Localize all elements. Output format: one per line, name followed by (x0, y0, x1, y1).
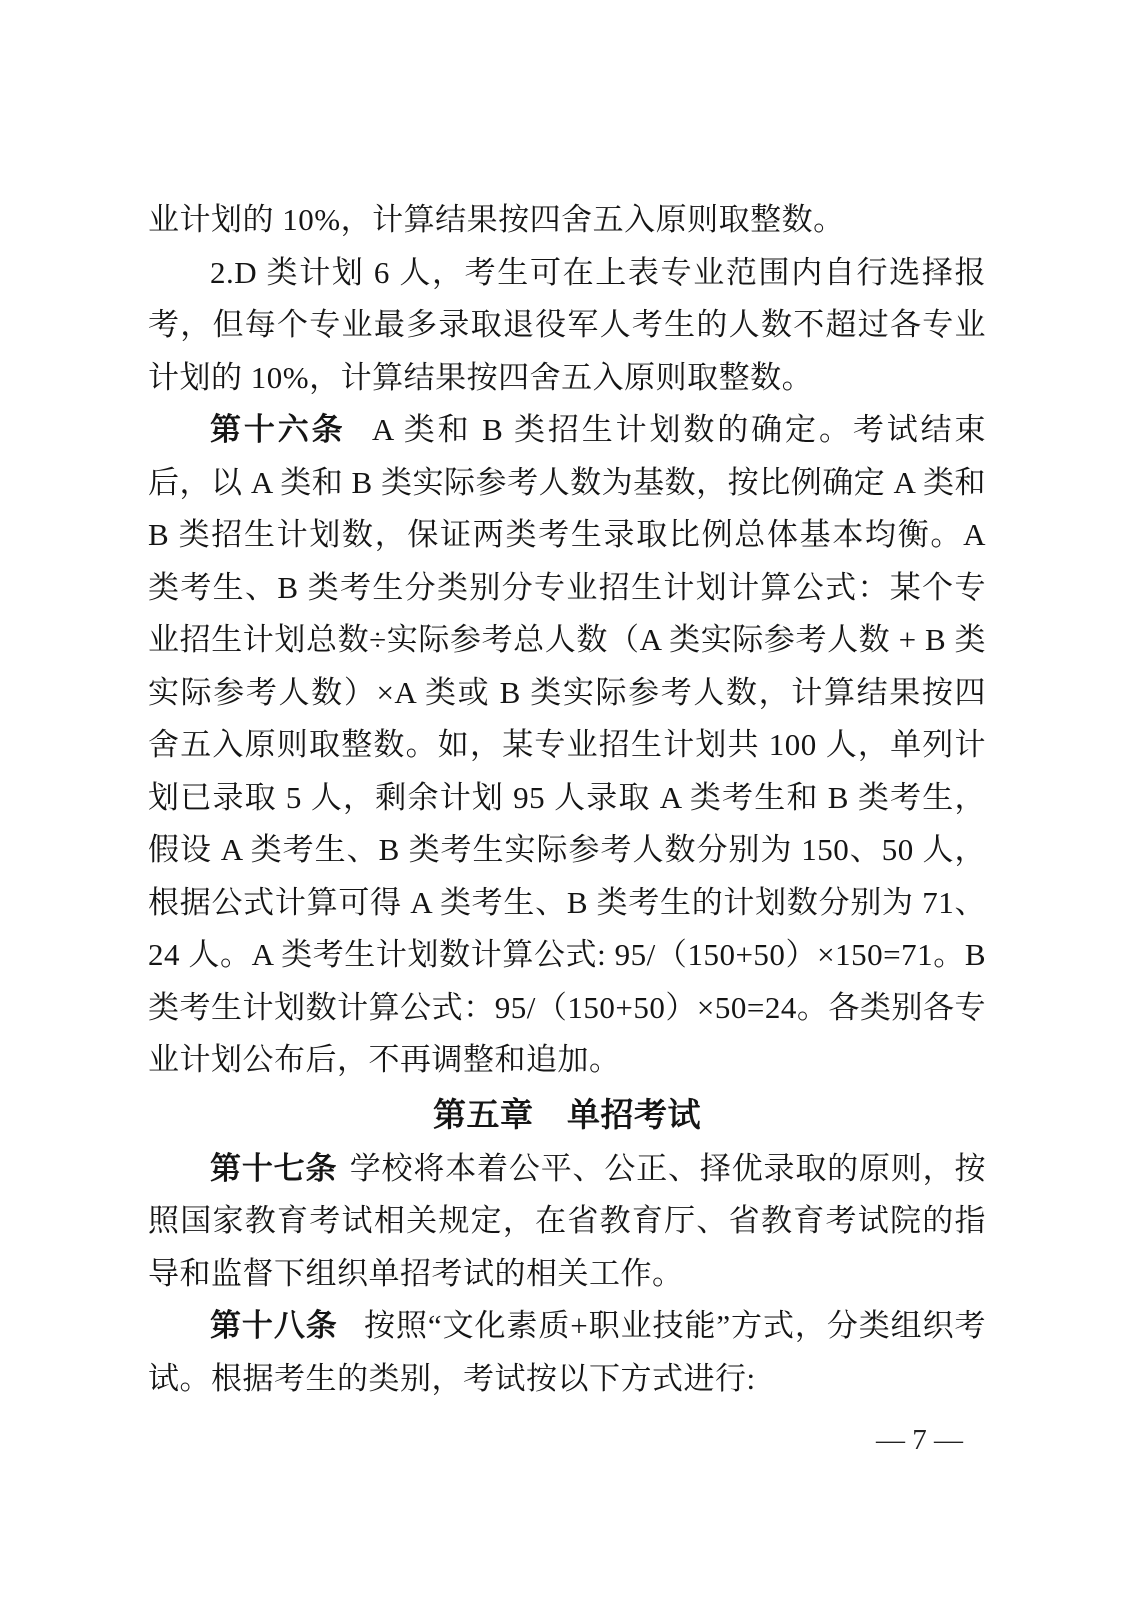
paragraph-article-18 (148, 1300, 986, 1405)
document-body (148, 194, 986, 1405)
paragraph-continuation: 业计划的 10%，计算结果按四舍五入原则取整数。 (148, 202, 845, 237)
paragraph-text: 按照“文化素质+职业技能”方式，分类组织考试。根据考生的类别，考试按以下方式进行: (148, 1308, 987, 1396)
page-number: — 7 — (876, 1424, 963, 1456)
paragraph-article-16 (148, 404, 986, 1087)
paragraph-text: A 类和 B 类招生计划数的确定。考试结束后，以 A 类和 B 类实际参考人数为基数，按比例确定 A 类和 B 类招生计划数，保证两类考生录取比例总体基本均衡。A 类考生、B 类考生分类别分专业招生计划计算公式：某个专业招生计划总数÷实际参考总人数（A 类实际参考人数 + B 类实际参考人数）×A 类或 B 类实际参考人数，计算结果按四舍五入原则取整数。如，某专业招生计划共 100 人，单列计划已录取 5 人，剩余计划 95 人录取 A 类考生和 B 类考生，假设 A 类考生、B 类考生实际参考人数分别为 150、50 人，根据公式计算可得 A 类考生、B 类考生的计划数分别为 71、24 人。A 类考生计划数计算公式: 95/（150+50）×150=71。B 类考生计划数计算公式：95/（150+50）×50=24。各类别各专业计划公布后，不再调整和追加。 (148, 412, 987, 1077)
article-number-17: 第十七条 (210, 1150, 338, 1186)
chapter-heading: 第五章 单招考试 (433, 1095, 701, 1133)
paragraph-text: 学校将本着公平、公正、择优录取的原则，按照国家教育考试相关规定，在省教育厅、省教育考试院的指导和监督下组织单招考试的相关工作。 (148, 1150, 987, 1291)
paragraph-d-plan: 2.D 类计划 6 人，考生可在上表专业范围内自行选择报考，但每个专业最多录取退役军人考生的人数不超过各专业计划的 10%，计算结果按四舍五入原则取整数。 (148, 254, 986, 395)
paragraph-article-17 (148, 1143, 986, 1301)
article-number-18: 第十八条 (210, 1308, 338, 1343)
article-number-16: 第十六条 (210, 412, 346, 447)
